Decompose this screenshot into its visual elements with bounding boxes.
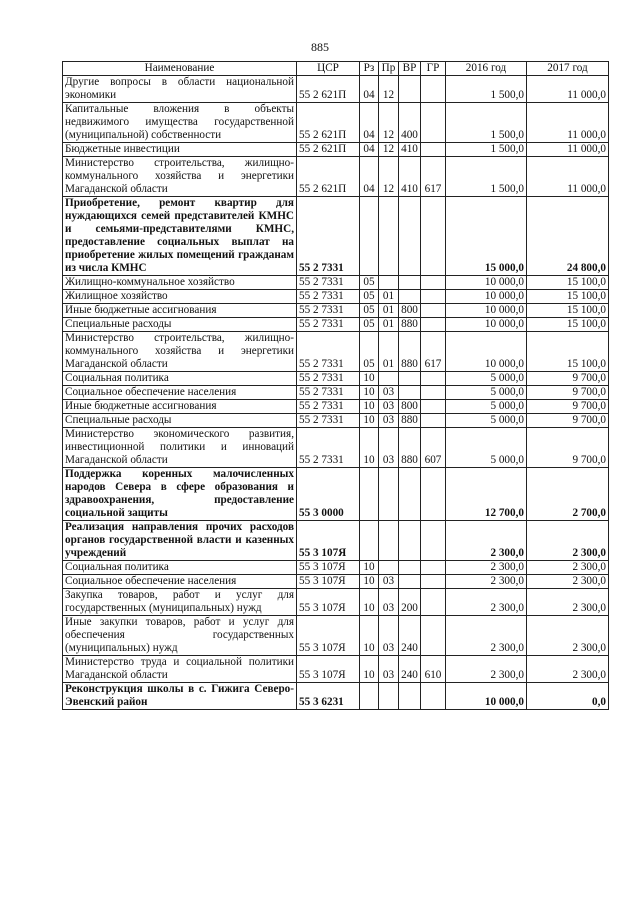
table-row (63, 304, 609, 318)
cell-rz: 05 (360, 304, 379, 318)
cell-csr: 55 2 7331 (297, 428, 360, 468)
cell-gr (421, 589, 446, 616)
cell-2016: 5 000,0 (446, 400, 527, 414)
cell-2017: 15 100,0 (527, 290, 609, 304)
cell-rz: 10 (360, 656, 379, 683)
cell-vr (399, 197, 421, 276)
cell-2017: 2 300,0 (527, 589, 609, 616)
cell-2016: 1 500,0 (446, 143, 527, 157)
cell-vr (399, 521, 421, 561)
cell-pr: 03 (379, 400, 399, 414)
cell-gr: 610 (421, 656, 446, 683)
cell-2016: 2 300,0 (446, 575, 527, 589)
cell-name: Поддержка коренных малочисленных народов Севера в сфере образования и здравоохранения, предоставление социальной защиты (63, 468, 297, 521)
cell-csr: 55 2 621П (297, 76, 360, 103)
cell-vr (399, 276, 421, 290)
cell-rz: 10 (360, 386, 379, 400)
header-vr: ВР (399, 62, 421, 76)
cell-name: Жилищное хозяйство (63, 290, 297, 304)
cell-name: Социальное обеспечение населения (63, 386, 297, 400)
cell-rz: 10 (360, 372, 379, 386)
cell-vr (399, 290, 421, 304)
cell-vr (399, 561, 421, 575)
cell-pr: 12 (379, 157, 399, 197)
cell-2017: 2 300,0 (527, 656, 609, 683)
cell-gr (421, 372, 446, 386)
cell-pr: 03 (379, 414, 399, 428)
cell-pr (379, 521, 399, 561)
cell-name: Жилищно-коммунальное хозяйство (63, 276, 297, 290)
cell-name: Специальные расходы (63, 414, 297, 428)
cell-2017: 2 300,0 (527, 575, 609, 589)
table-row (63, 575, 609, 589)
cell-vr: 880 (399, 332, 421, 372)
cell-csr: 55 3 107Я (297, 616, 360, 656)
cell-vr: 880 (399, 414, 421, 428)
cell-vr: 800 (399, 400, 421, 414)
cell-2016: 10 000,0 (446, 318, 527, 332)
cell-name: Социальное обеспечение населения (63, 575, 297, 589)
cell-2016: 12 700,0 (446, 468, 527, 521)
cell-rz: 05 (360, 318, 379, 332)
cell-rz: 10 (360, 589, 379, 616)
cell-name: Министерство экономического развития, инвестиционной политики и инноваций Магаданской области (63, 428, 297, 468)
cell-csr: 55 2 7331 (297, 290, 360, 304)
cell-csr: 55 2 7331 (297, 386, 360, 400)
cell-2017: 9 700,0 (527, 386, 609, 400)
cell-gr (421, 683, 446, 710)
table-row (63, 290, 609, 304)
cell-2017: 9 700,0 (527, 400, 609, 414)
cell-csr: 55 2 7331 (297, 276, 360, 290)
cell-csr: 55 3 107Я (297, 589, 360, 616)
table-row (63, 197, 609, 276)
cell-rz (360, 197, 379, 276)
cell-csr: 55 2 621П (297, 143, 360, 157)
cell-2017: 11 000,0 (527, 143, 609, 157)
cell-2016: 2 300,0 (446, 521, 527, 561)
cell-rz: 04 (360, 157, 379, 197)
cell-gr (421, 616, 446, 656)
cell-pr (379, 683, 399, 710)
cell-gr (421, 414, 446, 428)
cell-2017: 2 700,0 (527, 468, 609, 521)
cell-name: Закупка товаров, работ и услуг для государственных (муниципальных) нужд (63, 589, 297, 616)
cell-2017: 0,0 (527, 683, 609, 710)
table-row (63, 468, 609, 521)
table-row (63, 318, 609, 332)
cell-rz: 10 (360, 400, 379, 414)
cell-2016: 5 000,0 (446, 386, 527, 400)
cell-rz: 10 (360, 414, 379, 428)
cell-name: Капитальные вложения в объекты недвижимого имущества государственной (муниципальной) собственности (63, 103, 297, 143)
cell-gr: 607 (421, 428, 446, 468)
cell-pr: 03 (379, 616, 399, 656)
cell-pr: 12 (379, 76, 399, 103)
cell-2016: 5 000,0 (446, 372, 527, 386)
cell-name: Приобретение, ремонт квартир для нуждающихся семей представителей КМНС и семьями-представителями КМНС, предоставление социальных выплат на приобретение жилых помещений гражданам из числа КМНС (63, 197, 297, 276)
cell-pr (379, 197, 399, 276)
cell-gr (421, 400, 446, 414)
cell-2017: 9 700,0 (527, 414, 609, 428)
cell-vr: 240 (399, 616, 421, 656)
cell-vr (399, 575, 421, 589)
cell-2017: 15 100,0 (527, 332, 609, 372)
table-row (63, 589, 609, 616)
cell-vr: 400 (399, 103, 421, 143)
cell-csr: 55 2 621П (297, 157, 360, 197)
cell-vr (399, 683, 421, 710)
cell-vr: 410 (399, 143, 421, 157)
cell-2016: 1 500,0 (446, 157, 527, 197)
table-row (63, 103, 609, 143)
cell-2016: 2 300,0 (446, 616, 527, 656)
cell-pr: 03 (379, 656, 399, 683)
header-pr: Пр (379, 62, 399, 76)
cell-csr: 55 2 7331 (297, 414, 360, 428)
cell-2016: 2 300,0 (446, 656, 527, 683)
cell-pr: 01 (379, 332, 399, 372)
cell-vr: 800 (399, 304, 421, 318)
cell-2017: 15 100,0 (527, 276, 609, 290)
cell-rz: 04 (360, 76, 379, 103)
cell-name: Министерство строительства, жилищно-коммунального хозяйства и энергетики Магаданской области (63, 157, 297, 197)
cell-2016: 2 300,0 (446, 561, 527, 575)
cell-pr (379, 372, 399, 386)
cell-csr: 55 2 7331 (297, 372, 360, 386)
cell-2017: 11 000,0 (527, 76, 609, 103)
table-row (63, 372, 609, 386)
table-row (63, 428, 609, 468)
cell-csr: 55 3 107Я (297, 561, 360, 575)
cell-2016: 10 000,0 (446, 290, 527, 304)
table-row (63, 683, 609, 710)
cell-2016: 1 500,0 (446, 103, 527, 143)
table-row (63, 76, 609, 103)
cell-2016: 5 000,0 (446, 428, 527, 468)
header-csr: ЦСР (297, 62, 360, 76)
cell-pr: 03 (379, 575, 399, 589)
cell-name: Иные бюджетные ассигнования (63, 304, 297, 318)
cell-pr: 12 (379, 143, 399, 157)
cell-2017: 11 000,0 (527, 157, 609, 197)
cell-2016: 15 000,0 (446, 197, 527, 276)
cell-name: Иные бюджетные ассигнования (63, 400, 297, 414)
cell-pr: 03 (379, 386, 399, 400)
cell-csr: 55 3 107Я (297, 575, 360, 589)
cell-vr: 880 (399, 428, 421, 468)
cell-2017: 9 700,0 (527, 428, 609, 468)
cell-name: Реализация направления прочих расходов органов государственной власти и казенных учреждений (63, 521, 297, 561)
cell-pr (379, 468, 399, 521)
cell-gr (421, 143, 446, 157)
cell-rz: 10 (360, 561, 379, 575)
header-name: Наименование (63, 62, 297, 76)
cell-gr (421, 386, 446, 400)
cell-2017: 2 300,0 (527, 521, 609, 561)
cell-rz: 05 (360, 276, 379, 290)
cell-name: Министерство строительства, жилищно-коммунального хозяйства и энергетики Магаданской области (63, 332, 297, 372)
cell-gr (421, 276, 446, 290)
cell-name: Бюджетные инвестиции (63, 143, 297, 157)
header-rz: Рз (360, 62, 379, 76)
cell-csr: 55 3 6231 (297, 683, 360, 710)
cell-2016: 5 000,0 (446, 414, 527, 428)
cell-name: Иные закупки товаров, работ и услуг для обеспечения государственных (муниципальных) нужд (63, 616, 297, 656)
cell-name: Реконструкция школы в с. Гижига Северо-Эвенский район (63, 683, 297, 710)
table-row (63, 521, 609, 561)
table-row (63, 616, 609, 656)
cell-name: Социальная политика (63, 372, 297, 386)
cell-2016: 10 000,0 (446, 332, 527, 372)
cell-2017: 2 300,0 (527, 616, 609, 656)
cell-rz (360, 468, 379, 521)
header-2017: 2017 год (527, 62, 609, 76)
cell-2017: 11 000,0 (527, 103, 609, 143)
table-row (63, 332, 609, 372)
budget-table (62, 61, 609, 710)
table-row (63, 143, 609, 157)
cell-gr (421, 76, 446, 103)
table-row (63, 561, 609, 575)
cell-2016: 10 000,0 (446, 304, 527, 318)
cell-gr (421, 304, 446, 318)
cell-rz: 10 (360, 575, 379, 589)
cell-vr: 880 (399, 318, 421, 332)
cell-2016: 2 300,0 (446, 589, 527, 616)
cell-csr: 55 2 7331 (297, 304, 360, 318)
table-row (63, 157, 609, 197)
cell-vr (399, 386, 421, 400)
cell-csr: 55 2 7331 (297, 197, 360, 276)
cell-gr (421, 468, 446, 521)
cell-gr (421, 197, 446, 276)
cell-gr: 617 (421, 332, 446, 372)
table-body (63, 76, 609, 710)
cell-pr: 12 (379, 103, 399, 143)
cell-2017: 15 100,0 (527, 318, 609, 332)
cell-vr: 200 (399, 589, 421, 616)
cell-2016: 10 000,0 (446, 276, 527, 290)
cell-csr: 55 3 0000 (297, 468, 360, 521)
cell-pr: 03 (379, 589, 399, 616)
cell-rz (360, 683, 379, 710)
table-row (63, 386, 609, 400)
cell-rz: 04 (360, 103, 379, 143)
cell-csr: 55 2 7331 (297, 400, 360, 414)
cell-name: Другие вопросы в области национальной экономики (63, 76, 297, 103)
table-row (63, 656, 609, 683)
cell-rz (360, 521, 379, 561)
cell-gr (421, 103, 446, 143)
cell-csr: 55 2 621П (297, 103, 360, 143)
table-header-row (63, 62, 609, 76)
cell-gr (421, 561, 446, 575)
cell-2017: 15 100,0 (527, 304, 609, 318)
cell-gr (421, 318, 446, 332)
cell-name: Министерство труда и социальной политики Магаданской области (63, 656, 297, 683)
cell-2017: 2 300,0 (527, 561, 609, 575)
cell-vr (399, 468, 421, 521)
cell-pr: 01 (379, 318, 399, 332)
cell-csr: 55 3 107Я (297, 656, 360, 683)
cell-rz: 10 (360, 616, 379, 656)
cell-2016: 10 000,0 (446, 683, 527, 710)
cell-csr: 55 2 7331 (297, 318, 360, 332)
cell-gr (421, 290, 446, 304)
cell-2016: 1 500,0 (446, 76, 527, 103)
cell-gr: 617 (421, 157, 446, 197)
cell-csr: 55 2 7331 (297, 332, 360, 372)
table-row (63, 414, 609, 428)
cell-rz: 04 (360, 143, 379, 157)
cell-rz: 10 (360, 428, 379, 468)
cell-rz: 05 (360, 332, 379, 372)
cell-pr: 01 (379, 290, 399, 304)
table-row (63, 276, 609, 290)
cell-vr (399, 76, 421, 103)
table-row (63, 400, 609, 414)
page-number: 885 (311, 40, 329, 54)
cell-csr: 55 3 107Я (297, 521, 360, 561)
cell-vr (399, 372, 421, 386)
header-2016: 2016 год (446, 62, 527, 76)
cell-vr: 410 (399, 157, 421, 197)
cell-2017: 9 700,0 (527, 372, 609, 386)
cell-pr: 01 (379, 304, 399, 318)
cell-gr (421, 521, 446, 561)
cell-gr (421, 575, 446, 589)
cell-pr (379, 561, 399, 575)
cell-rz: 05 (360, 290, 379, 304)
cell-name: Социальная политика (63, 561, 297, 575)
cell-pr (379, 276, 399, 290)
cell-pr: 03 (379, 428, 399, 468)
header-gr: ГР (421, 62, 446, 76)
cell-vr: 240 (399, 656, 421, 683)
cell-name: Специальные расходы (63, 318, 297, 332)
cell-2017: 24 800,0 (527, 197, 609, 276)
